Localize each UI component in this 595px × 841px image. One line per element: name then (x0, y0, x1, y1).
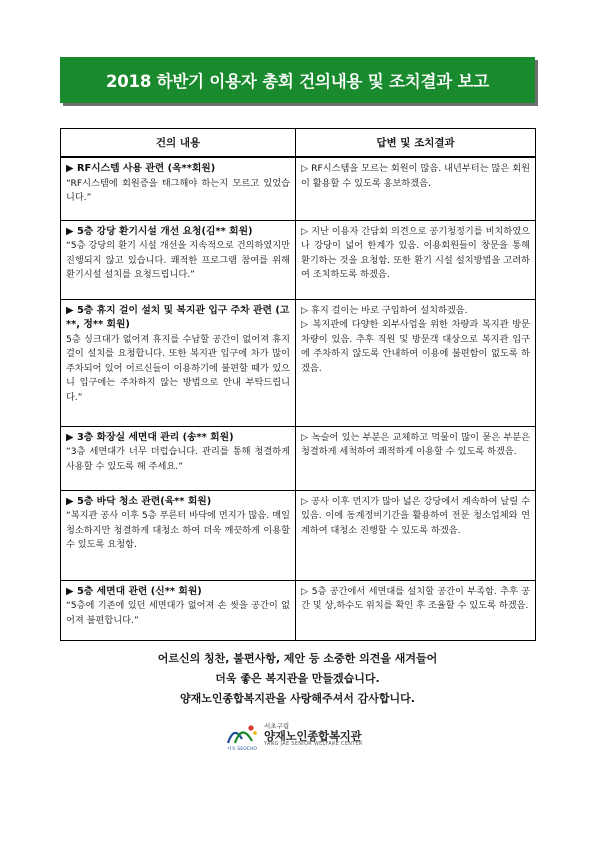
logo-mark-text: 서초 SEOCHO (226, 747, 258, 751)
suggestion-cell (61, 157, 296, 220)
table-row (61, 157, 536, 220)
response-text: ▷ 공사 이후 먼지가 많아 넓은 강당에서 계속하여 날릴 수 있음. 이에 동계정비기간을 활용하여 전문 청소업체와 연계하여 대청소 진행할 수 있도록 하겠음. (301, 495, 530, 536)
suggestion-body: “3층 세면대가 너무 더럽습니다. 관리를 통해 청결하게 사용할 수 있도록 해 주세요.” (66, 446, 290, 472)
suggestion-cell (61, 299, 296, 426)
seocho-logo-icon (224, 721, 260, 751)
response-text: ▷ 휴지 걸이는 바로 구입하여 설치하겠음. ▷ 복지관에 다양한 외부사업을 위한 차량과 복지관 방문 차량이 있음. 추후 직원 및 방문객 대상으로 복지관 입구에 주차하지 않도록 안내하여 이용에 불편함이 없도록 하겠음. (301, 304, 530, 374)
report-table (60, 128, 536, 641)
suggestion-title: ▶ RF시스템 사용 관련 (옥**회원) (66, 163, 216, 174)
response-text: ▷ RF시스템을 모르는 회원이 많음. 내년부터는 많은 회원이 활용할 수 있도록 홍보하겠음. (301, 163, 530, 189)
response-cell (296, 426, 536, 490)
response-cell (296, 580, 536, 640)
suggestion-cell (61, 220, 296, 299)
suggestion-cell (61, 426, 296, 490)
response-cell (296, 157, 536, 220)
response-text: ▷ 5층 공간에서 세면대를 설치할 공간이 부족함. 추후 공간 및 상,하수도 위치를 확인 후 조율할 수 있도록 하겠음. (301, 585, 530, 612)
suggestion-title: ▶ 3층 화장실 세면대 관리 (송** 회원) (66, 431, 234, 443)
table-header-row (61, 129, 536, 158)
response-cell (296, 299, 536, 426)
table-row (61, 426, 536, 490)
footer-line-3: 양재노인종합복지관을 사랑해주셔서 감사합니다. (180, 692, 415, 705)
suggestion-title: ▶ 5층 세면대 관련 (신** 회원) (66, 585, 202, 597)
response-cell (296, 220, 536, 299)
header-suggestion: 건의 내용 (61, 129, 296, 158)
suggestion-body: “5층 강당의 환기 시설 개선을 지속적으로 건의하였지만 진행되지 않고 있습니다. 쾌적한 프로그램 참여를 위해 환기시설 설치를 요청드립니다.” (66, 240, 290, 281)
footer-line-1: 어르신의 칭찬, 불편사항, 제안 등 소중한 의견을 새겨들어 (157, 652, 438, 665)
suggestion-cell (61, 490, 296, 580)
table-row (61, 490, 536, 580)
suggestion-title: ▶ 5층 강당 환기시설 개선 요청(김** 회원) (66, 225, 253, 237)
logo-name: 양재노인종합복지관 (264, 729, 362, 743)
suggestion-cell (61, 580, 296, 640)
table-row (61, 299, 536, 426)
organization-logo (224, 721, 384, 751)
suggestion-body: “복지관 공사 이후 5층 푸른터 바닥에 먼지가 많음. 매일 청소하지만 청결하게 대청소 하여 더욱 깨끗하게 이용할 수 있도록 요청함. (66, 510, 290, 551)
suggestion-title: ▶ 5층 휴지 걸이 설치 및 복지관 입구 주차 관련 (고**, 정** 회원) (66, 304, 290, 331)
table-row (61, 580, 536, 640)
response-text: ▷ 녹슬어 있는 부분은 교체하고 먹물이 많이 묻은 부분은 청결하게 세척하여 쾌적하게 이용할 수 있도록 하겠음. (301, 431, 530, 458)
header-response: 답변 및 조치결과 (296, 129, 536, 158)
title-banner (60, 57, 535, 103)
response-text: ▷ 지난 이용자 간담회 의견으로 공기청정기를 비치하였으나 강당이 넓어 한계가 있음. 이용회원들이 창문을 통해 환기하는 것을 요청함. 또한 환기 시설 설치방법을 고려하여 조치하도록 하겠음. (301, 225, 530, 281)
response-cell (296, 490, 536, 580)
logo-district: 서초구립 (264, 722, 290, 730)
suggestion-body: 5층 싱크대가 없어져 휴지를 수납할 공간이 없어져 휴지 걸이 설치를 요청합니다. 또한 복지관 입구에 차가 많이 주차되어 있어 어르신들이 이용하기에 불편할 때가 있으니 입구에는 주차하지 않는 방법으로 안내 부탁드립니다.” (66, 333, 290, 404)
page-title: 2018 하반기 이용자 총회 건의내용 및 조치결과 보고 (106, 72, 489, 91)
suggestion-title: ▶ 5층 바닥 청소 관련(육** 회원) (66, 495, 212, 507)
logo-english-name: YANG JAE SENIOR WELFARE CENTER (264, 742, 363, 747)
table-row (61, 220, 536, 299)
footer-line-2: 더욱 좋은 복지관을 만들겠습니다. (215, 672, 380, 685)
suggestion-body: “5층에 기존에 있던 세면대가 없어져 손 씻을 공간이 없어져 불편합니다.” (66, 600, 290, 626)
suggestion-body: “RF시스템에 회원증을 태그해야 하는지 모르고 있었습니다.” (66, 177, 290, 204)
